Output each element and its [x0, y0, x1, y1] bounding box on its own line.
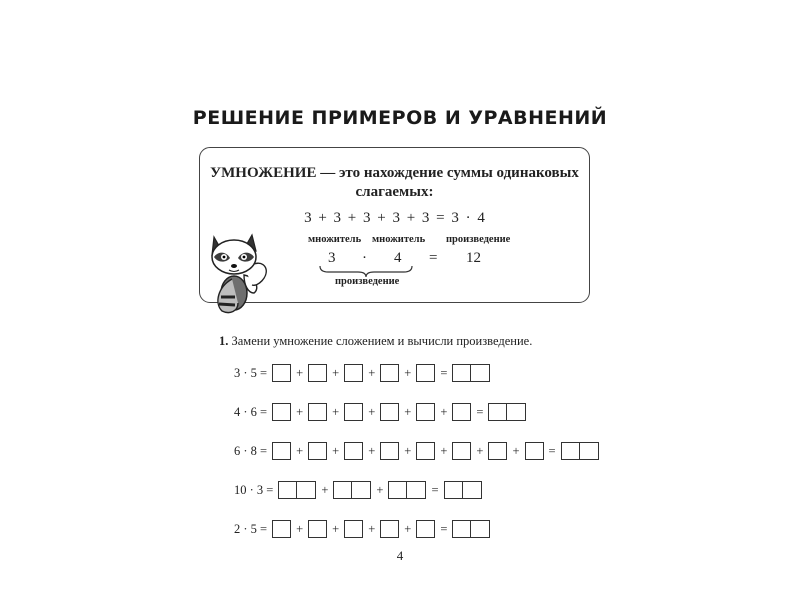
answer-cell[interactable] [407, 481, 426, 499]
plus-sign: + [404, 365, 412, 380]
addend-box[interactable] [525, 442, 544, 460]
label-product-bottom: произведение [335, 276, 400, 287]
answer-cell[interactable] [278, 481, 297, 499]
task-text: Замени умножение сложением и вычисли произведение. [231, 334, 533, 348]
example-equals: = [429, 250, 438, 266]
page-title: РЕШЕНИЕ ПРИМЕРОВ И УРАВНЕНИЙ [192, 107, 608, 129]
addend-box[interactable] [272, 442, 291, 460]
answer-cell[interactable] [471, 364, 490, 382]
answer-cell[interactable] [272, 403, 291, 421]
addend-box[interactable] [416, 364, 435, 382]
equals-sign: = [548, 443, 556, 458]
plus-sign: + [368, 443, 376, 458]
plus-sign: + [368, 404, 376, 419]
result-box[interactable] [444, 481, 482, 499]
plus-sign: + [440, 443, 448, 458]
plus-sign: + [332, 365, 340, 380]
exercise-row [234, 480, 483, 500]
plus-sign: + [512, 443, 520, 458]
addend-box[interactable] [344, 403, 363, 421]
answer-cell[interactable] [416, 520, 435, 538]
exercise-row [234, 363, 491, 383]
answer-cell[interactable] [452, 403, 471, 421]
addend-box[interactable] [488, 442, 507, 460]
answer-cell[interactable] [580, 442, 599, 460]
answer-cell[interactable] [380, 442, 399, 460]
answer-cell[interactable] [272, 520, 291, 538]
plus-sign: + [296, 443, 304, 458]
label-factor-1: множитель [308, 234, 362, 245]
plus-sign: + [368, 365, 376, 380]
answer-cell[interactable] [525, 442, 544, 460]
result-box[interactable] [452, 520, 490, 538]
plus-sign: + [404, 521, 412, 536]
plus-sign: + [368, 521, 376, 536]
rule-equation: 3 + 3 + 3 + 3 + 3 = 3 · 4 [304, 210, 485, 226]
exercise-expression: 3 · 5 = [234, 365, 268, 380]
answer-cell[interactable] [344, 403, 363, 421]
addend-box[interactable] [272, 364, 291, 382]
addend-box[interactable] [416, 442, 435, 460]
plus-sign: + [376, 482, 384, 497]
addend-box[interactable] [308, 442, 327, 460]
addend-box[interactable] [452, 442, 471, 460]
answer-cell[interactable] [308, 403, 327, 421]
addend-box[interactable] [388, 481, 426, 499]
answer-cell[interactable] [416, 442, 435, 460]
label-product-top: произведение [446, 234, 511, 245]
plus-sign: + [321, 482, 329, 497]
answer-cell[interactable] [297, 481, 316, 499]
result-box[interactable] [452, 364, 490, 382]
answer-cell[interactable] [380, 520, 399, 538]
answer-cell[interactable] [380, 364, 399, 382]
rule-heading-rest: это нахождение суммы одинаковых [338, 165, 579, 181]
addend-box[interactable] [416, 520, 435, 538]
plus-sign: + [296, 404, 304, 419]
plus-sign: + [296, 365, 304, 380]
rule-heading-line2: слагаемых: [355, 184, 434, 200]
plus-sign: + [296, 521, 304, 536]
plus-sign: + [332, 521, 340, 536]
answer-cell[interactable] [452, 442, 471, 460]
equals-sign: = [476, 404, 484, 419]
addend-box[interactable] [380, 364, 399, 382]
addend-box[interactable] [272, 520, 291, 538]
addend-box[interactable] [333, 481, 371, 499]
addend-box[interactable] [380, 520, 399, 538]
answer-cell[interactable] [272, 364, 291, 382]
exercise-row [234, 441, 600, 461]
addend-box[interactable] [380, 403, 399, 421]
rule-heading-bold: УМНОЖЕНИЕ — [210, 165, 336, 181]
addend-box[interactable] [278, 481, 316, 499]
equals-sign: = [440, 521, 448, 536]
answer-cell[interactable] [344, 520, 363, 538]
addend-box[interactable] [452, 403, 471, 421]
addend-box[interactable] [308, 403, 327, 421]
answer-cell[interactable] [308, 442, 327, 460]
answer-cell[interactable] [561, 442, 580, 460]
plus-sign: + [476, 443, 484, 458]
plus-sign: + [332, 443, 340, 458]
task-instruction [219, 334, 532, 349]
raccoon-icon [208, 231, 272, 315]
answer-cell[interactable] [388, 481, 407, 499]
addend-box[interactable] [308, 364, 327, 382]
answer-cell[interactable] [471, 520, 490, 538]
example-dot: · [362, 250, 367, 266]
addend-box[interactable] [272, 403, 291, 421]
label-factor-2: множитель [372, 234, 426, 245]
answer-cell[interactable] [308, 520, 327, 538]
addend-box[interactable] [344, 520, 363, 538]
example-result: 12 [466, 250, 481, 266]
exercise-expression: 10 · 3 = [234, 482, 274, 497]
plus-sign: + [404, 404, 412, 419]
answer-cell[interactable] [452, 520, 471, 538]
exercise-row [234, 402, 527, 422]
answer-cell[interactable] [488, 442, 507, 460]
plus-sign: + [332, 404, 340, 419]
plus-sign: + [440, 404, 448, 419]
exercise-expression: 6 · 8 = [234, 443, 268, 458]
result-box[interactable] [561, 442, 599, 460]
answer-cell[interactable] [452, 364, 471, 382]
result-box[interactable] [488, 403, 526, 421]
answer-cell[interactable] [344, 364, 363, 382]
equals-sign: = [431, 482, 439, 497]
answer-cell[interactable] [488, 403, 507, 421]
addend-box[interactable] [416, 403, 435, 421]
plus-sign: + [404, 443, 412, 458]
answer-cell[interactable] [308, 364, 327, 382]
addend-box[interactable] [380, 442, 399, 460]
page-number: 4 [396, 548, 404, 563]
answer-cell[interactable] [444, 481, 463, 499]
answer-cell[interactable] [463, 481, 482, 499]
answer-cell[interactable] [344, 442, 363, 460]
answer-cell[interactable] [333, 481, 352, 499]
addend-box[interactable] [308, 520, 327, 538]
answer-cell[interactable] [416, 403, 435, 421]
answer-cell[interactable] [507, 403, 526, 421]
example-factor-b: 4 [394, 250, 402, 266]
answer-cell[interactable] [416, 364, 435, 382]
addend-box[interactable] [344, 442, 363, 460]
answer-cell[interactable] [380, 403, 399, 421]
addend-box[interactable] [344, 364, 363, 382]
exercise-expression: 2 · 5 = [234, 521, 268, 536]
exercise-row [234, 519, 491, 539]
equals-sign: = [440, 365, 448, 380]
answer-cell[interactable] [272, 442, 291, 460]
exercise-expression: 4 · 6 = [234, 404, 268, 419]
answer-cell[interactable] [352, 481, 371, 499]
rule-heading [200, 164, 589, 202]
task-number: 1. [219, 334, 229, 348]
example-factor-a: 3 [328, 250, 336, 266]
